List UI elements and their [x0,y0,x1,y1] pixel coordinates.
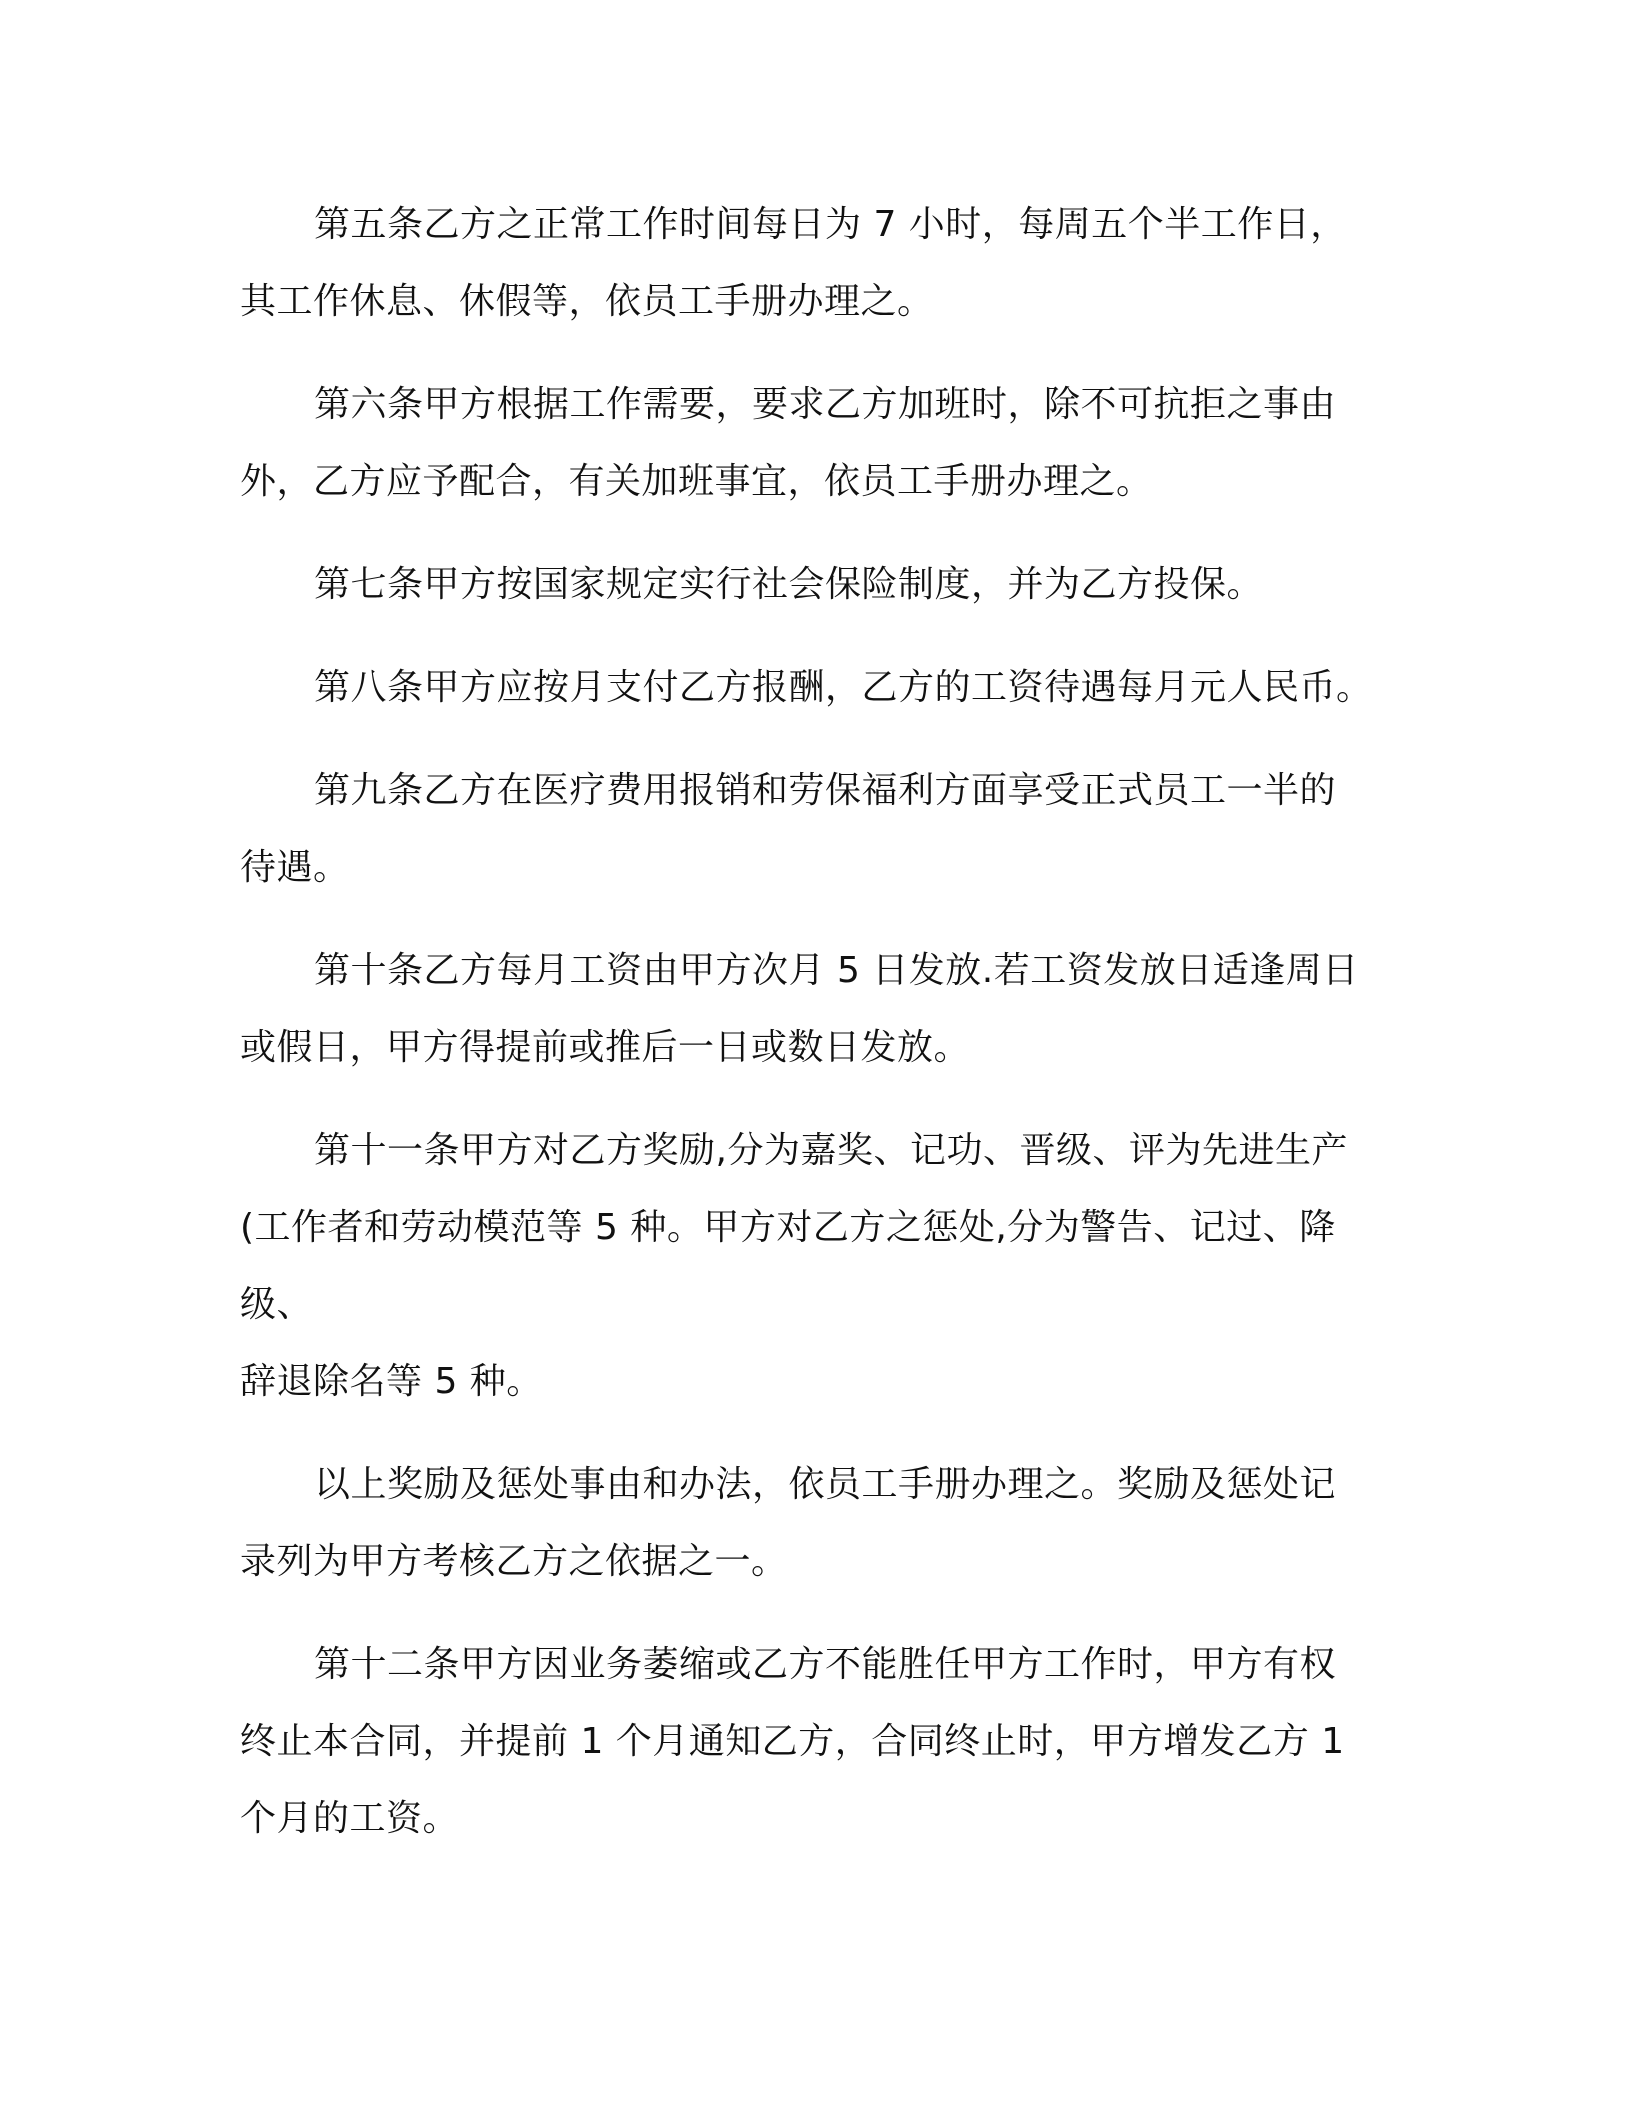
rewards-penalties-line-1: 以上奖励及惩处事由和办法，依员工手册办理之。奖励及惩处记 [314,1464,1337,1505]
clause-5-line-2: 其工作休息、休假等，依员工手册办理之。 [240,281,934,322]
clause-11-line-2: (工作者和劳动模范等 5 种。甲方对乙方之惩处,分为警告、记过、降级、 [240,1207,1336,1325]
clause-11-line-1: 第十一条甲方对乙方奖励,分为嘉奖、记功、晋级、评为先进生产 [314,1130,1348,1171]
clause-12-line-2: 终止本合同，并提前 1 个月通知乙方，合同终止时，甲方增发乙方 1 [240,1721,1345,1762]
rewards-penalties-line-2: 录列为甲方考核乙方之依据之一。 [240,1541,788,1582]
clause-6-line-1: 第六条甲方根据工作需要，要求乙方加班时，除不可抗拒之事由 [314,384,1337,425]
clause-9-line-2: 待遇。 [240,847,350,888]
clause-10-line-2: 或假日，甲方得提前或推后一日或数日发放。 [240,1027,971,1068]
clause-9-paragraph [240,752,1400,906]
clause-6-paragraph [240,366,1400,520]
clause-7-paragraph [240,546,1400,623]
clause-7-line-1: 第七条甲方按国家规定实行社会保险制度，并为乙方投保。 [314,564,1264,605]
clause-5-line-1: 第五条乙方之正常工作时间每日为 7 小时，每周五个半工作日， [314,204,1347,245]
document-body [240,186,1400,1883]
clause-8-line-1: 第八条甲方应按月支付乙方报酬，乙方的工资待遇每月元人民币。 [314,667,1373,708]
clause-12-paragraph [240,1626,1400,1857]
clause-10-line-1: 第十条乙方每月工资由甲方次月 5 日发放.若工资发放日适逢周日 [314,950,1359,991]
clause-10-paragraph [240,932,1400,1086]
clause-8-paragraph [240,649,1400,726]
clause-5-paragraph [240,186,1400,340]
clause-11-line-3: 辞退除名等 5 种。 [240,1361,543,1402]
clause-11-paragraph [240,1112,1400,1420]
rewards-penalties-paragraph [240,1446,1400,1600]
clause-6-line-2: 外，乙方应予配合，有关加班事宜，依员工手册办理之。 [240,461,1153,502]
clause-12-line-3: 个月的工资。 [240,1798,460,1839]
clause-9-line-1: 第九条乙方在医疗费用报销和劳保福利方面享受正式员工一半的 [314,770,1337,811]
clause-12-line-1: 第十二条甲方因业务萎缩或乙方不能胜任甲方工作时，甲方有权 [314,1644,1337,1685]
